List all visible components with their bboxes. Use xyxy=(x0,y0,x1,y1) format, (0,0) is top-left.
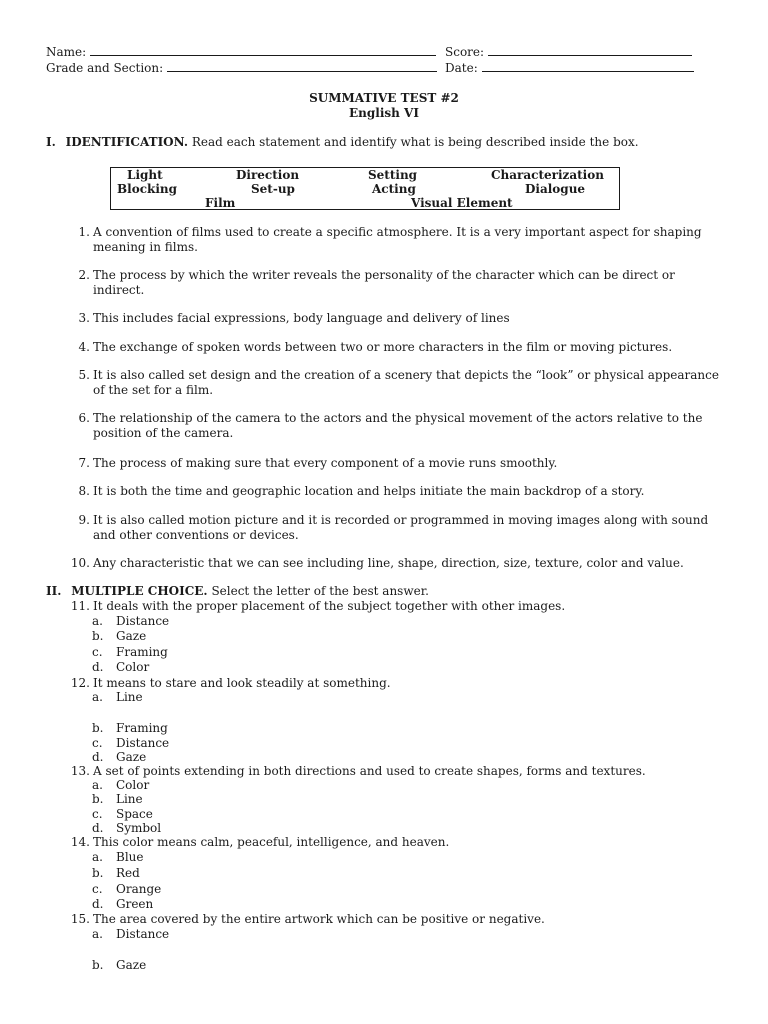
part2-heading xyxy=(46,584,429,598)
option-11a[interactable] xyxy=(92,614,169,629)
part1-title: IDENTIFICATION. xyxy=(65,135,189,149)
score-line xyxy=(445,44,692,59)
name-line xyxy=(46,44,436,59)
mc-question-11 xyxy=(66,599,565,614)
item-number: 1. xyxy=(78,225,90,239)
option-12b[interactable] xyxy=(92,721,168,736)
option-letter: a. xyxy=(92,690,103,704)
word-visual-element: Visual Element xyxy=(411,196,513,210)
option-letter: b. xyxy=(92,866,104,880)
option-letter: b. xyxy=(92,721,104,735)
option-text: Blue xyxy=(116,850,144,864)
option-letter: d. xyxy=(92,897,104,911)
option-text: Distance xyxy=(116,736,170,750)
word-box xyxy=(110,167,620,210)
mc-question-14 xyxy=(66,835,449,850)
item-number: 5. xyxy=(78,368,90,382)
name-blank[interactable] xyxy=(90,44,436,56)
option-letter: a. xyxy=(92,850,103,864)
option-15b[interactable] xyxy=(92,958,146,973)
question-text: The area covered by the entire artwork which can be positive or negative. xyxy=(93,912,545,926)
word-film: Film xyxy=(205,196,236,210)
option-13c[interactable] xyxy=(92,807,153,822)
option-12d[interactable] xyxy=(92,750,146,765)
mc-question-15 xyxy=(66,912,545,927)
option-letter: b. xyxy=(92,629,104,643)
option-letter: c. xyxy=(92,807,103,821)
option-letter: b. xyxy=(92,792,104,806)
test-subtitle: English VI xyxy=(349,106,419,120)
option-text: Framing xyxy=(116,721,168,735)
item-number: 6. xyxy=(78,411,90,425)
item-text: This includes facial expressions, body language and delivery of lines xyxy=(93,311,510,325)
item-number: 8. xyxy=(78,484,90,498)
option-text: Space xyxy=(116,807,153,821)
word-characterization: Characterization xyxy=(491,168,604,182)
option-14b[interactable] xyxy=(92,866,140,881)
option-letter: a. xyxy=(92,614,103,628)
part1-heading xyxy=(46,135,639,149)
option-text: Color xyxy=(116,778,150,792)
option-13a[interactable] xyxy=(92,778,149,793)
item-text: The exchange of spoken words between two or more characters in the film or moving pictures. xyxy=(93,340,673,354)
score-blank[interactable] xyxy=(488,44,692,56)
word-set-up: Set-up xyxy=(251,182,295,196)
question-text: It means to stare and look steadily at something. xyxy=(93,676,391,690)
option-text: Distance xyxy=(116,614,170,628)
name-label: Name: xyxy=(46,45,87,59)
mc-question-12 xyxy=(66,676,391,691)
option-14c[interactable] xyxy=(92,882,161,897)
option-12c[interactable] xyxy=(92,736,169,751)
option-text: Line xyxy=(116,792,143,806)
option-14d[interactable] xyxy=(92,897,153,912)
question-number: 13. xyxy=(70,764,90,778)
grade-section-label: Grade and Section: xyxy=(46,61,164,75)
grade-section-line xyxy=(46,60,437,75)
item-number: 9. xyxy=(78,513,90,527)
date-blank[interactable] xyxy=(482,60,694,72)
part2-instruction: Select the letter of the best answer. xyxy=(211,584,429,598)
option-text: Line xyxy=(116,690,143,704)
option-11b[interactable] xyxy=(92,629,146,644)
word-acting: Acting xyxy=(372,182,416,196)
mc-question-13 xyxy=(66,764,646,779)
question-text: A set of points extending in both directions and used to create shapes, forms and textures. xyxy=(93,764,646,778)
item-text: Any characteristic that we can see including line, shape, direction, size, texture, color and value. xyxy=(93,556,684,570)
option-14a[interactable] xyxy=(92,850,144,865)
word-light: Light xyxy=(127,168,163,182)
option-letter: c. xyxy=(92,645,103,659)
option-11d[interactable] xyxy=(92,660,149,675)
item-number: 10. xyxy=(70,556,90,570)
option-13b[interactable] xyxy=(92,792,143,807)
option-letter: c. xyxy=(92,736,103,750)
option-letter: d. xyxy=(92,750,104,764)
option-12a[interactable] xyxy=(92,690,143,705)
test-title: SUMMATIVE TEST #2 xyxy=(309,91,459,105)
option-11c[interactable] xyxy=(92,645,168,660)
item-text: The process of making sure that every component of a movie runs smoothly. xyxy=(93,456,558,470)
option-letter: a. xyxy=(92,778,103,792)
option-text: Red xyxy=(116,866,140,880)
question-number: 14. xyxy=(70,835,90,849)
item-number: 4. xyxy=(78,340,90,354)
option-text: Symbol xyxy=(116,821,162,835)
date-line xyxy=(445,60,694,75)
option-text: Distance xyxy=(116,927,170,941)
option-letter: a. xyxy=(92,927,103,941)
option-text: Orange xyxy=(116,882,162,896)
option-text: Gaze xyxy=(116,958,147,972)
word-blocking: Blocking xyxy=(117,182,177,196)
question-number: 12. xyxy=(70,676,90,690)
question-text: It deals with the proper placement of the subject together with other images. xyxy=(93,599,566,613)
word-direction: Direction xyxy=(236,168,300,182)
part2-number: II. xyxy=(46,584,62,598)
option-text: Color xyxy=(116,660,150,674)
part2-title: MULTIPLE CHOICE. xyxy=(71,584,208,598)
option-15a[interactable] xyxy=(92,927,169,942)
option-13d[interactable] xyxy=(92,821,161,836)
option-letter: d. xyxy=(92,660,104,674)
item-number: 7. xyxy=(78,456,90,470)
option-text: Gaze xyxy=(116,750,147,764)
option-text: Green xyxy=(116,897,154,911)
question-text: This color means calm, peaceful, intelligence, and heaven. xyxy=(93,835,450,849)
score-label: Score: xyxy=(445,45,485,59)
item-text: It is also called motion picture and it is recorded or programmed in moving images along with sound and other conventions or devices. xyxy=(93,513,709,542)
word-dialogue: Dialogue xyxy=(525,182,586,196)
option-letter: d. xyxy=(92,821,104,835)
date-label: Date: xyxy=(445,61,478,75)
item-text: A convention of films used to create a specific atmosphere. It is a very important aspect for shaping meaning in films. xyxy=(93,225,702,254)
item-text: It is both the time and geographic location and helps initiate the main backdrop of a story. xyxy=(93,484,645,498)
word-setting: Setting xyxy=(368,168,418,182)
question-number: 15. xyxy=(70,912,90,926)
item-text: The relationship of the camera to the actors and the physical movement of the actors relative to the position of the camera. xyxy=(93,411,703,440)
option-text: Framing xyxy=(116,645,168,659)
option-letter: c. xyxy=(92,882,103,896)
item-text: The process by which the writer reveals the personality of the character which can be direct or indirect. xyxy=(93,268,675,297)
item-text: It is also called set design and the creation of a scenery that depicts the “look” or physical appearance of the set for a film. xyxy=(93,368,719,397)
grade-section-blank[interactable] xyxy=(167,60,437,72)
part1-number: I. xyxy=(46,135,56,149)
part1-instruction: Read each statement and identify what is being described inside the box. xyxy=(191,135,639,149)
option-letter: b. xyxy=(92,958,104,972)
option-text: Gaze xyxy=(116,629,147,643)
item-number: 2. xyxy=(78,268,90,282)
item-number: 3. xyxy=(78,311,90,325)
question-number: 11. xyxy=(70,599,90,613)
